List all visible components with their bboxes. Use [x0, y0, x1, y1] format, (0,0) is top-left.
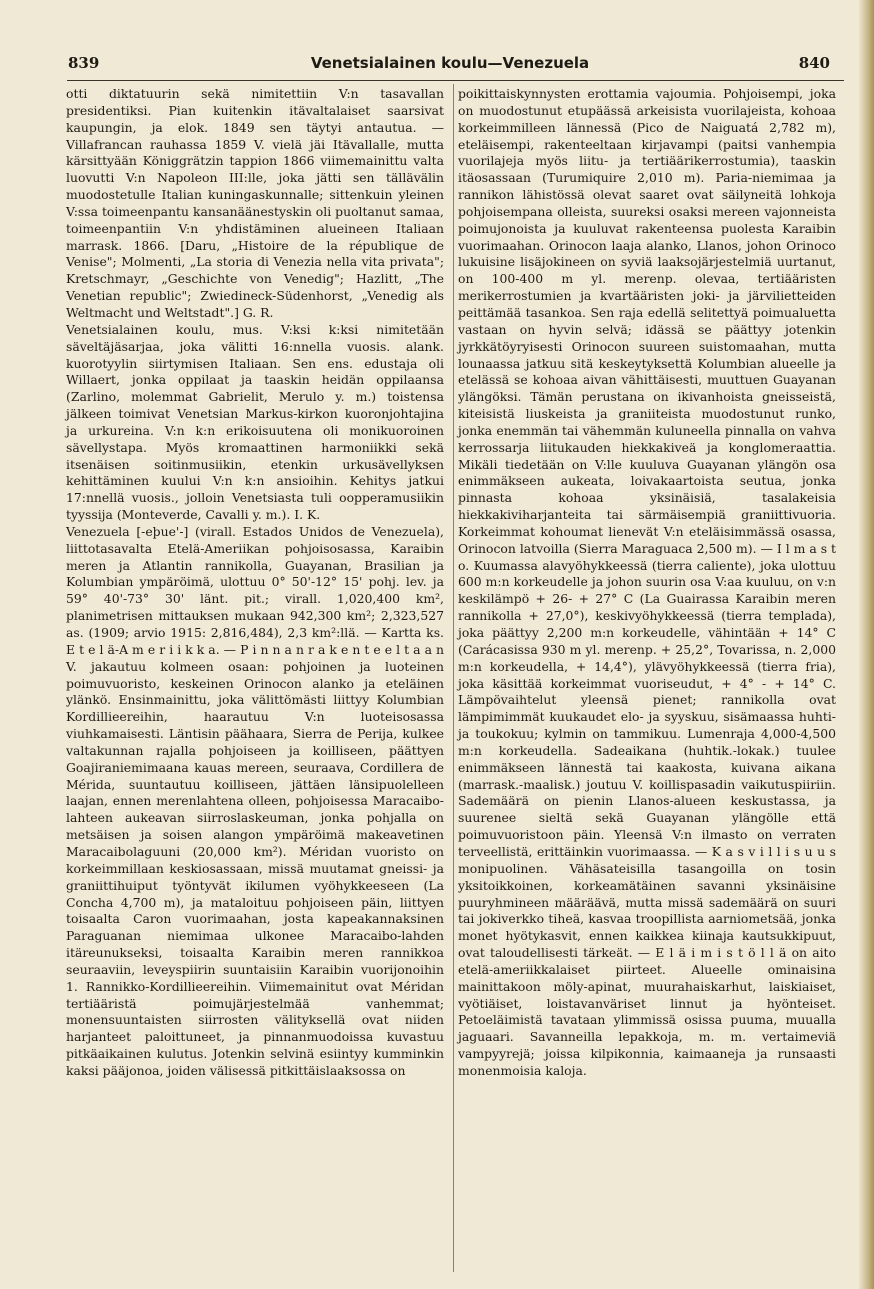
paragraph-venezuela: Venezuela [-eþue'-] (virall. Estados Unidos de Venezuela), liittotasavalta Etelä-Ameriikan pohjoisosassa, Karaibin meren ja Atlantin rannikolla, Guayanan, Brasilian ja Kolumbian ympäröimä, ulottuu 0° 50'-12° 15' pohj. lev. ja 59° 40'-73° 30' länt. pit.; virall. 1,020,400 km², planimetrisen mittauksen mukaan 942,300 km²; 2,323,527 as. (1909; arvio 1915: 2,816,484), 2,3 km²:llä. — Kartta ks. E t e l ä-A m e r i i k k a. — P i n n a n r a k e n t e e l t a a n V. jakautuu kolmeen osaan: pohjoinen ja luoteinen poimuvuoristo, keskeinen Orinocon alanko ja eteläinen ylänkö. Ensinmainittu, joka välittömästi liittyy Kolumbian Kordillieereihin, haarautuu V:n luoteisosassa viuhkamaisesti. Läntisin päähaara, Sierra de Perija, kulkee valtakunnan rajalla pohjoiseen ja koilliseen, päättyen Goajiraniemimaana kauas mereen, seuraava, Cordillera de Mérida, suuntautuu koilliseen, jättäen länsipuolelleen laajan, ennen merenlahtena olleen, pohjoisessa Maracaibo-lahteen aukeavan siirroslaskeuman, jonka pohjalla on metsäisen ja soisen alangon ympäröimä makeavetinen Maracaibolaguuni (20,000 km²). Méridan vuoristo on korkeimmillaan keskiosassaan, missä muutamat gneissi- ja graniittihuiput työntyvät ikilumen vyöhykkeeseen (La Concha 4,700 m), ja mataloituu pohjoiseen päin, liittyen toisaalta Caron vuorimaahan, josta kapeakannaksinen Paraguanan niemimaa ulkonee Maracaibo-lahden itäreunukseksi, toisaalta Karaibin meren rannikkoa seuraaviin, leveyspiirin suuntaisiin Karaibin vuorijonoihin 1. Rannikko-Kordillieereihin. Viimemainitut ovat Méridan tertiääristä poimujärjestelmää vanhemmat; monensuuntaisten siirrosten välityksellä ovat niiden harjanteet paloittuneet, ja pinnanmuodoissa kuvastuu pitkäaikainen kulutus. Jotenkin selvinä esiintyy kumminkin kaksi pääjonoa, joiden välisessä pitkittäislaaksossa on	[66, 523, 444, 1078]
page-header	[60, 50, 840, 76]
column-divider	[453, 84, 454, 1272]
page-number-left: 839	[68, 54, 100, 72]
page-edge	[858, 0, 874, 1289]
right-column	[458, 86, 836, 1080]
left-column	[66, 86, 444, 1080]
paragraph-venezuela-continued: poikittaiskynnysten erottamia vajoumia. Pohjoisempi, joka on muodostunut etupäässä arkeisista vuorilajeista, kohoaa korkeimmilleen lännessä (Pico de Naiguatá 2,782 m), eteläisempi, rakenteeltaan kirjavampi (paitsi vanhempia vuorilajeja myös liitu- ja tertiäärikerrostumia), taaskin itäosassaan (Turumiquire 2,010 m). Paria-niemimaa ja rannikon lähistössä olevat saaret ovat säilyneitä lohkoja pohjoisempana olleista, suureksi osaksi mereen vajonneista poimujonoista ja kuuluvat rakenteensa puolesta Karaibin vuorimaahan. Orinocon laaja alanko, Llanos, johon Orinoco lukuisine lisäjokineen on syviä laaksojärjestelmiä uurtanut, on 100-400 m yl. merenp. olevaa, tertiääristen merikerrostumien ja kvartääristen joki- ja järvilietteiden peittämää tasankoa. Sen raja edellä selitettyä poimualuetta vastaan on hyvin selvä; idässä se päättyy jotenkin jyrkkätöyryisesti Orinocon suureen suistomaahan, mutta lounaassa jatkuu sitä keskeytyksettä Kolumbian alueelle ja etelässä se kohoaa aivan vähittäisesti, muuttuen Guayanan ylängöksi. Tämän perustana on ikivanhoista gneisseistä, kiteisistä liuskeista ja graniiteista muodostunut runko, jonka enemmän tai vähemmän kuluneella pinnalla on vahva kerrossarja liitukauden hiekkakiveä ja konglomeraattia. Mikäli tiedetään on V:lle kuuluva Guayanan ylängön osa enimmäkseen aukeata, loivakaartoista seutua, jonka pinnasta kohoaa yksinäisiä, tasalakeisia hiekkakiviharjanteita tai särmäisempiä graniittivuoria. Korkeimmat kohoumat lienevät V:n eteläisimmässä osassa, Orinocon latvoilla (Sierra Maraguaca 2,500 m). — I l m a s t o. Kuumassa alavyöhykkeessä (tierra caliente), joka ulottuu 600 m:n korkeudelle ja johon suurin osa V:aa kuuluu, on v:n keskilämpö + 26- + 27° C (La Guairassa Karaibin meren rannikolla + 27,0°), keskivyöhykkeessä (tierra templada), joka päättyy 2,200 m:n korkeudelle, vähintään + 14° C (Carácasissa 930 m yl. merenp. + 25,2°, Tovarissa, n. 2,000 m:n korkeudella, + 14,4°), ylävyöhykkeessä (tierra fria), joka käsittää korkeimmat vuoriseudut, + 4° - + 14° C. Lämpövaihtelut yleensä pienet; rannikolla ovat lämpimimmät kuukaudet elo- ja syyskuu, sisämaassa huhti- ja toukokuu; kylmin on tammikuu. Lumenraja 4,000-4,500 m:n korkeudella. Sadeaikana (huhtik.-lokak.) tuulee enimmäkseen lännestä tai kaakosta, kuivana aikana (marrask.-maalisk.) joutuu V. koillispasadin vaikutuspiiriin. Sademäärä on pienin Llanos-alueen keskustassa, ja suurenee sieltä sekä Guayanan ylängölle että poimuvuoristoon päin. Yleensä V:n ilmasto on verraten terveellistä, erittäinkin vuorimaassa. — K a s v i l l i s u u s monipuolinen. Vähäsateisilla tasangoilla on tosin yksitoikkoinen, korkeamätäinen savanni yksinäisine puuryhmineen määräävä, mutta missä sademäärä on suuri tai jokiverkko tiheä, kasvaa troopillista aarniometsää, jonka monet hyötykasvit, ennen kaikkea kiinaja kautsukkipuut, ovat taloudellisesti tärkeät. — E l ä i m i s t ö l l ä on aito etelä-ameriikkalaiset piirteet. Alueelle ominaisina mainittakoon möly-apinat, muurahaiskarhut, laiskiaiset, vyötiäiset, loistavanväriset linnut ja hyönteiset. Petoeläimistä tavataan ylimmissä osissa puuma, muualla jaguaari. Savanneilla lepakkoja, m. m. vertaimeviä vampyyrejä; joissa kilpikonnia, kaimaaneja ja runsaasti monenmoisia kaloja.	[458, 86, 836, 1078]
header-rule	[67, 80, 844, 81]
page-number-right: 840	[798, 54, 830, 72]
paragraph-venetian-school: Venetsialainen koulu, mus. V:ksi k:ksi nimitetään säveltäjäsarjaa, joka välitti 16:nnella vuosis. alank. kuorotyylin siirtymisen Italiaan. Sen ens. edustaja oli Willaert, jonka oppilaat ja taaskin heidän oppilaansa (Zarlino, molemmat Gabrielit, Merulo y. m.) toistensa jälkeen toimivat Venetsian Markus-kirkon kuoronjohtajina ja urkureina. V:n k:n erikoisuutena oli monikuoroinen sävellystapa. Myös kromaattinen harmoniikki sekä itsenäisen soitinmusiikin, etenkin urkusävellyksen kehittäminen kuului V:n k:n ansioihin. Kehitys jatkui 17:nnellä vuosis., jolloin Venetsiasta tuli oopperamusiikin tyyssija (Monteverde, Cavalli y. m.). I. K.	[66, 321, 444, 523]
running-title: Venetsialainen koulu—Venezuela	[310, 54, 590, 72]
paragraph-venice-history: otti diktatuurin sekä nimitettiin V:n tasavallan presidentiksi. Pian kuitenkin itävaltalaiset saarsivat kaupungin, ja elok. 1849 sen täytyi antautua. — Villafrancan rauhassa 1859 V. vielä jäi Itävallalle, mutta kärsittyään Königgrätzin tappion 1866 viimemainittu valta luovutti V:n Napoleon III:lle, joka jätti sen tällävälin muodostetulle Italian kuningaskunnalle; sittenkuin yleinen V:ssa toimeenpantu kansanäänestyskin oli puoltanut samaa, toimeenpantiin V:n yhdistäminen alueineen Italiaan marrask. 1866. [Daru, „Histoire de la république de Venise"; Molmenti, „La storia di Venezia nella vita privata"; Kretschmayr, „Geschichte von Venedig"; Hazlitt, „The Venetian republic"; Zwiedineck-Südenhorst, „Venedig als Weltmacht und Weltstadt".] G. R.	[66, 86, 444, 320]
